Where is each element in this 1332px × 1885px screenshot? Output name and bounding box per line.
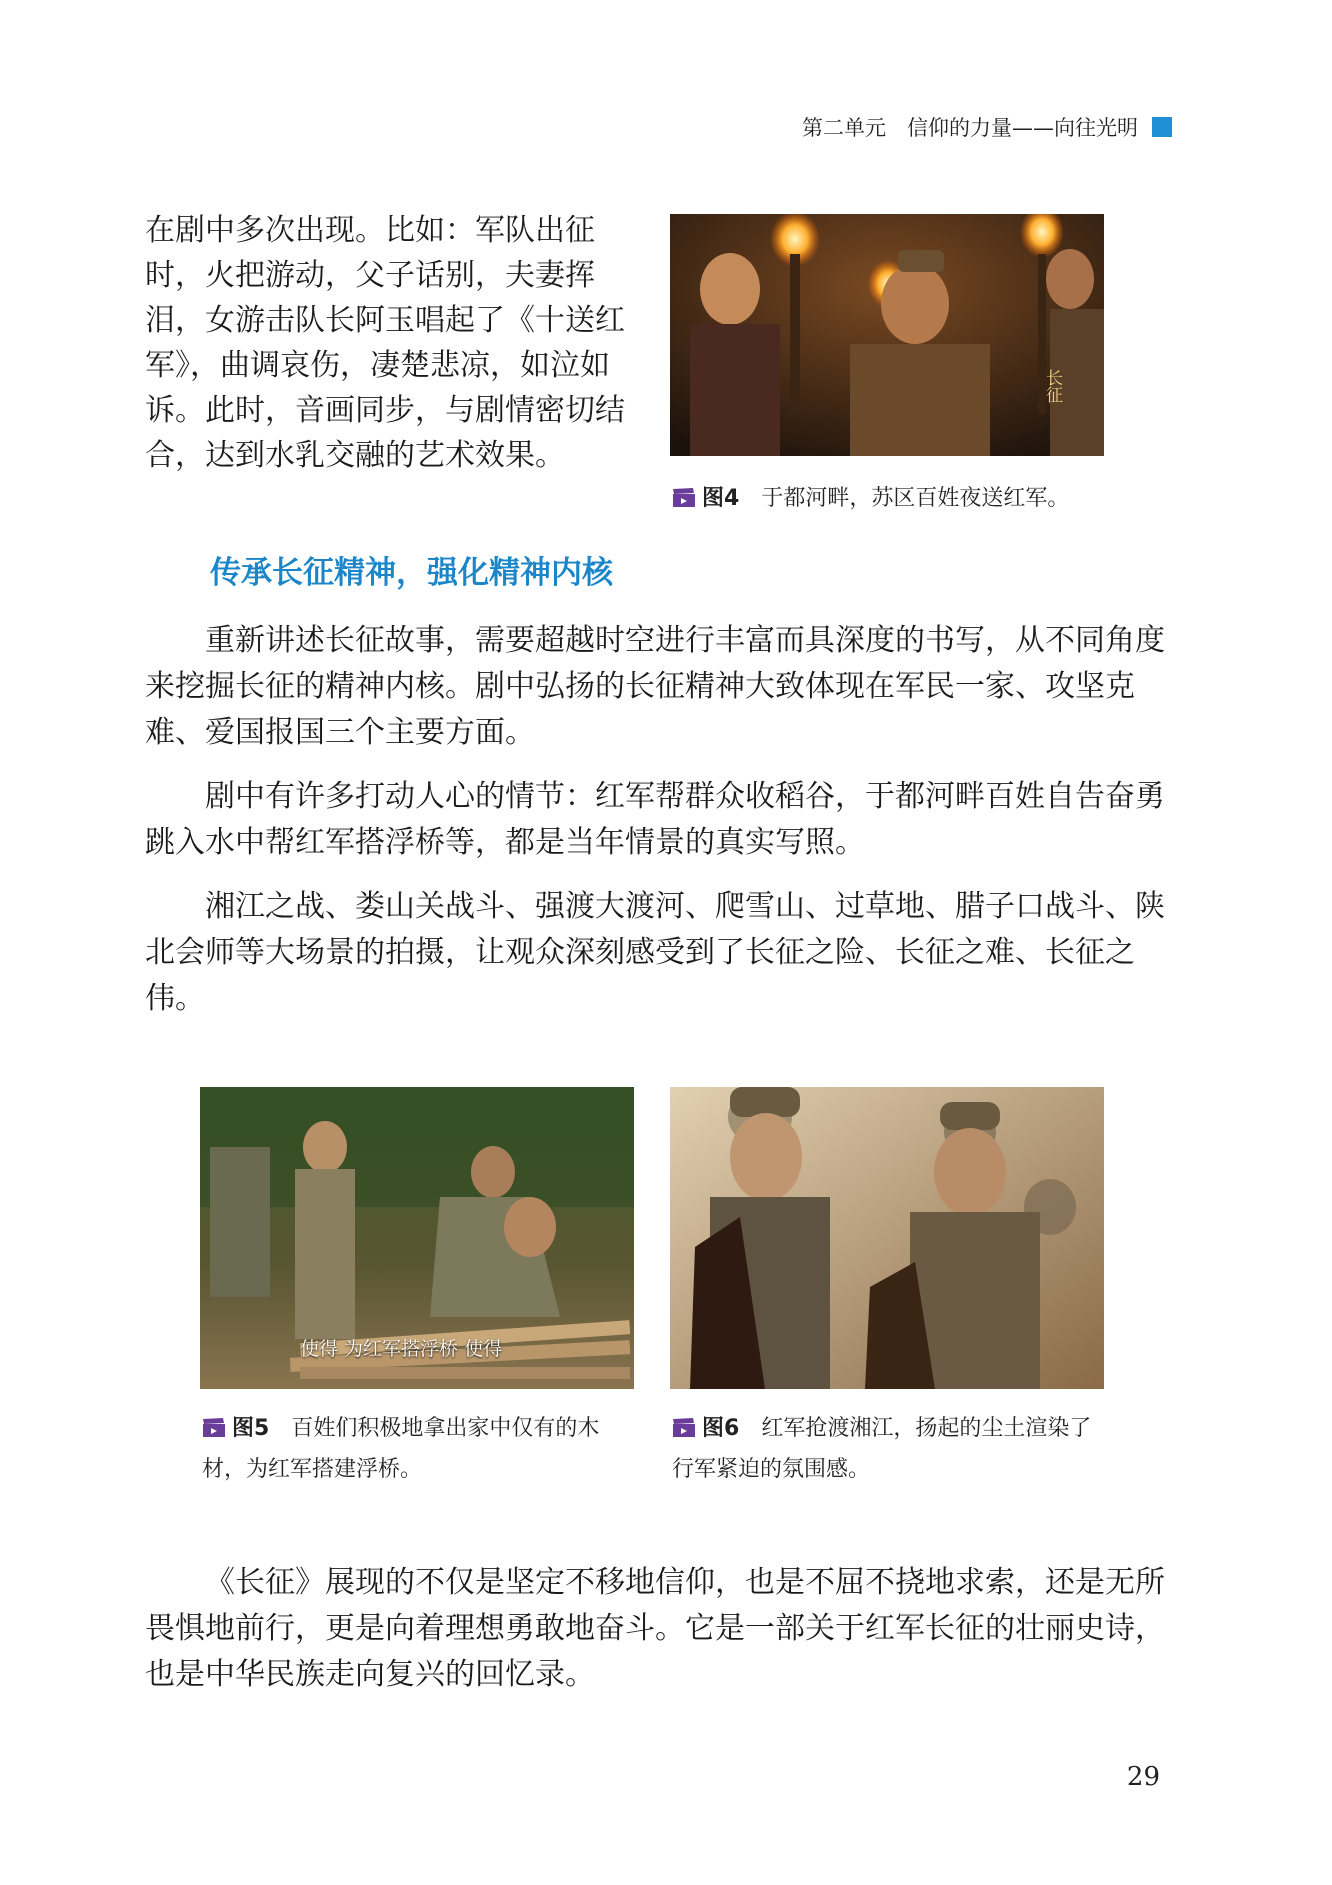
figure-4-photo	[670, 214, 1104, 456]
body-paragraph-3: 湘江之战、娄山关战斗、强渡大渡河、爬雪山、过草地、腊子口战斗、陕北会师等大场景的拍摄，让观众深刻感受到了长征之险、长征之难、长征之伟。	[145, 889, 1165, 1016]
figure-4-caption-text: 于都河畔，苏区百姓夜送红军。	[761, 486, 1070, 511]
figure-6-label: 图6	[702, 1416, 740, 1441]
figure-5-label: 图5	[232, 1416, 270, 1441]
figure-5-caption	[202, 1410, 642, 1489]
figure-4-overlay-text: 长征	[1042, 369, 1062, 403]
video-clapper-icon	[202, 1413, 226, 1451]
figure-5-caption-text: 百姓们积极地拿出家中仅有的木材，为红军搭建浮桥。	[202, 1416, 600, 1482]
figure-5-photo	[200, 1087, 634, 1389]
figure-4-caption	[672, 480, 1112, 521]
figure-5-subtitle: 使得 为红军搭浮桥 使得	[300, 1338, 503, 1360]
running-header	[802, 112, 1172, 142]
header-title: 第二单元 信仰的力量——向往光明	[802, 116, 1138, 140]
intro-paragraph: 在剧中多次出现。比如：军队出征时，火把游动，父子话别，夫妻挥泪，女游击队长阿玉唱起了《十送红军》，曲调哀伤，凄楚悲凉，如泣如诉。此时，音画同步，与剧情密切结合，达到水乳交融的艺术效果。	[145, 213, 625, 473]
video-clapper-icon	[672, 1413, 696, 1451]
section-heading: 传承长征精神，强化精神内核	[210, 555, 613, 591]
page-number: 29	[1126, 1762, 1160, 1792]
figure-6-caption-text: 红军抢渡湘江，扬起的尘土渲染了行军紧迫的氛围感。	[672, 1416, 1092, 1482]
figure-4-label: 图4	[702, 486, 740, 511]
body-paragraph-2: 剧中有许多打动人心的情节：红军帮群众收稻谷，于都河畔百姓自告奋勇跳入水中帮红军搭浮桥等，都是当年情景的真实写照。	[145, 779, 1165, 860]
figure-6-photo	[670, 1087, 1104, 1389]
figure-6-caption	[672, 1410, 1112, 1489]
video-clapper-icon	[672, 483, 696, 521]
header-square-icon	[1152, 117, 1172, 137]
closing-paragraph: 《长征》展现的不仅是坚定不移地信仰，也是不屈不挠地求索，还是无所畏惧地前行，更是向着理想勇敢地奋斗。它是一部关于红军长征的壮丽史诗，也是中华民族走向复兴的回忆录。	[145, 1565, 1165, 1692]
body-paragraph-1: 重新讲述长征故事，需要超越时空进行丰富而具深度的书写，从不同角度来挖掘长征的精神内核。剧中弘扬的长征精神大致体现在军民一家、攻坚克难、爱国报国三个主要方面。	[145, 623, 1165, 750]
